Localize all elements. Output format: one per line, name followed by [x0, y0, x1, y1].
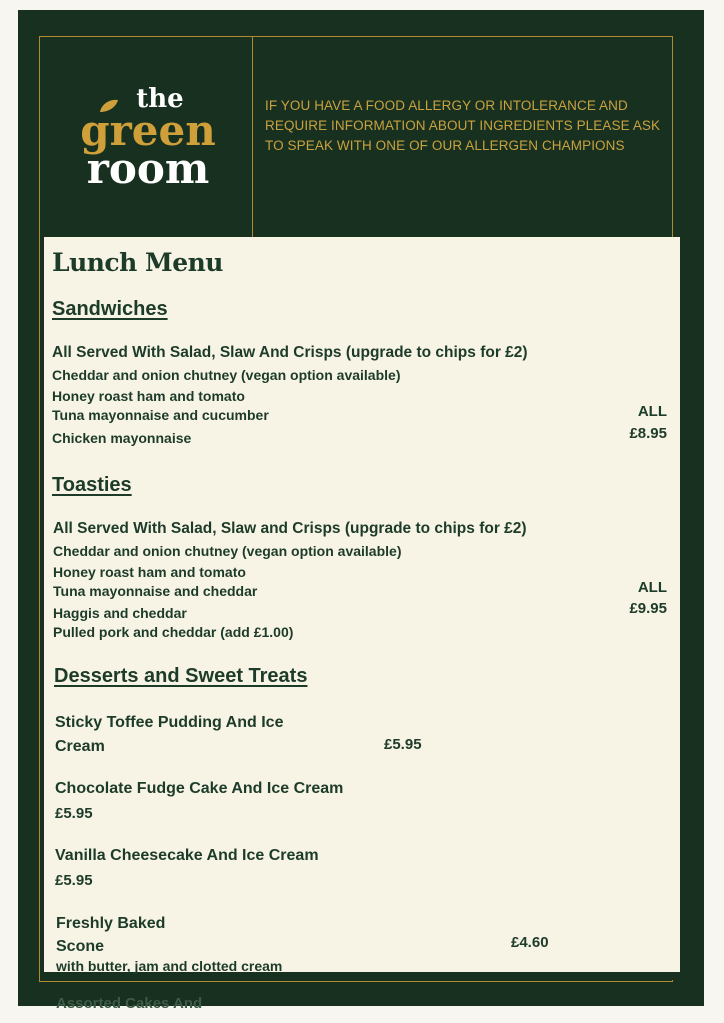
sandwich-item: Cheddar and onion chutney (vegan option available) [52, 367, 401, 383]
dessert-name: Freshly Baked [56, 915, 166, 932]
section-heading-sandwiches: Sandwiches [52, 298, 168, 320]
dessert-name: Chocolate Fudge Cake And Ice Cream [55, 780, 344, 797]
section-heading-toasties: Toasties [52, 474, 132, 496]
dessert-price: £5.95 [55, 872, 93, 889]
logo-room: room [86, 144, 210, 193]
dessert-name: Sticky Toffee Pudding And Ice [55, 714, 284, 731]
dessert-description: with butter, jam and clotted cream [56, 958, 283, 974]
toastie-item: Tuna mayonnaise and cheddar [53, 583, 258, 599]
toastie-item: Haggis and cheddar [53, 605, 187, 621]
toastie-item: Pulled pork and cheddar (add £1.00) [53, 624, 294, 640]
toastie-item: Cheddar and onion chutney (vegan option available) [53, 543, 402, 559]
logo [44, 84, 252, 193]
toasties-subheading: All Served With Salad, Slaw and Crisps (upgrade to chips for £2) [53, 520, 527, 537]
dessert-price: £4.60 [511, 934, 549, 951]
toastie-item: Honey roast ham and tomato [53, 564, 246, 580]
dessert-name: Vanilla Cheesecake And Ice Cream [55, 847, 319, 864]
allergy-notice: IF YOU HAVE A FOOD ALLERGY OR INTOLERANCE AND REQUIRE INFORMATION ABOUT INGREDIENTS PLEASE ASK TO SPEAK WITH ONE OF OUR ALLERGEN CHAMPIONS [265, 98, 661, 153]
dessert-name: Cream [55, 738, 105, 755]
logo-the: the [136, 84, 184, 114]
page-title: Lunch Menu [52, 248, 223, 277]
logo-divider [252, 36, 253, 238]
toasties-price-label: ALL [637, 579, 667, 596]
dessert-price: £5.95 [384, 736, 422, 753]
logo-green: green [80, 106, 216, 155]
cutoff-text: Assorted Cakes And [56, 995, 203, 1012]
sandwiches-price: £8.95 [629, 425, 667, 442]
sandwich-item: Honey roast ham and tomato [52, 388, 245, 404]
sandwich-item: Tuna mayonnaise and cucumber [52, 407, 269, 423]
sandwiches-price-label: ALL [637, 403, 667, 420]
section-heading-desserts: Desserts and Sweet Treats [54, 665, 308, 687]
toasties-price: £9.95 [629, 600, 667, 617]
dessert-price: £5.95 [55, 805, 93, 822]
dessert-name: Scone [56, 938, 105, 955]
sandwiches-subheading: All Served With Salad, Slaw And Crisps (upgrade to chips for £2) [52, 344, 528, 361]
sandwich-item: Chicken mayonnaise [52, 430, 192, 446]
